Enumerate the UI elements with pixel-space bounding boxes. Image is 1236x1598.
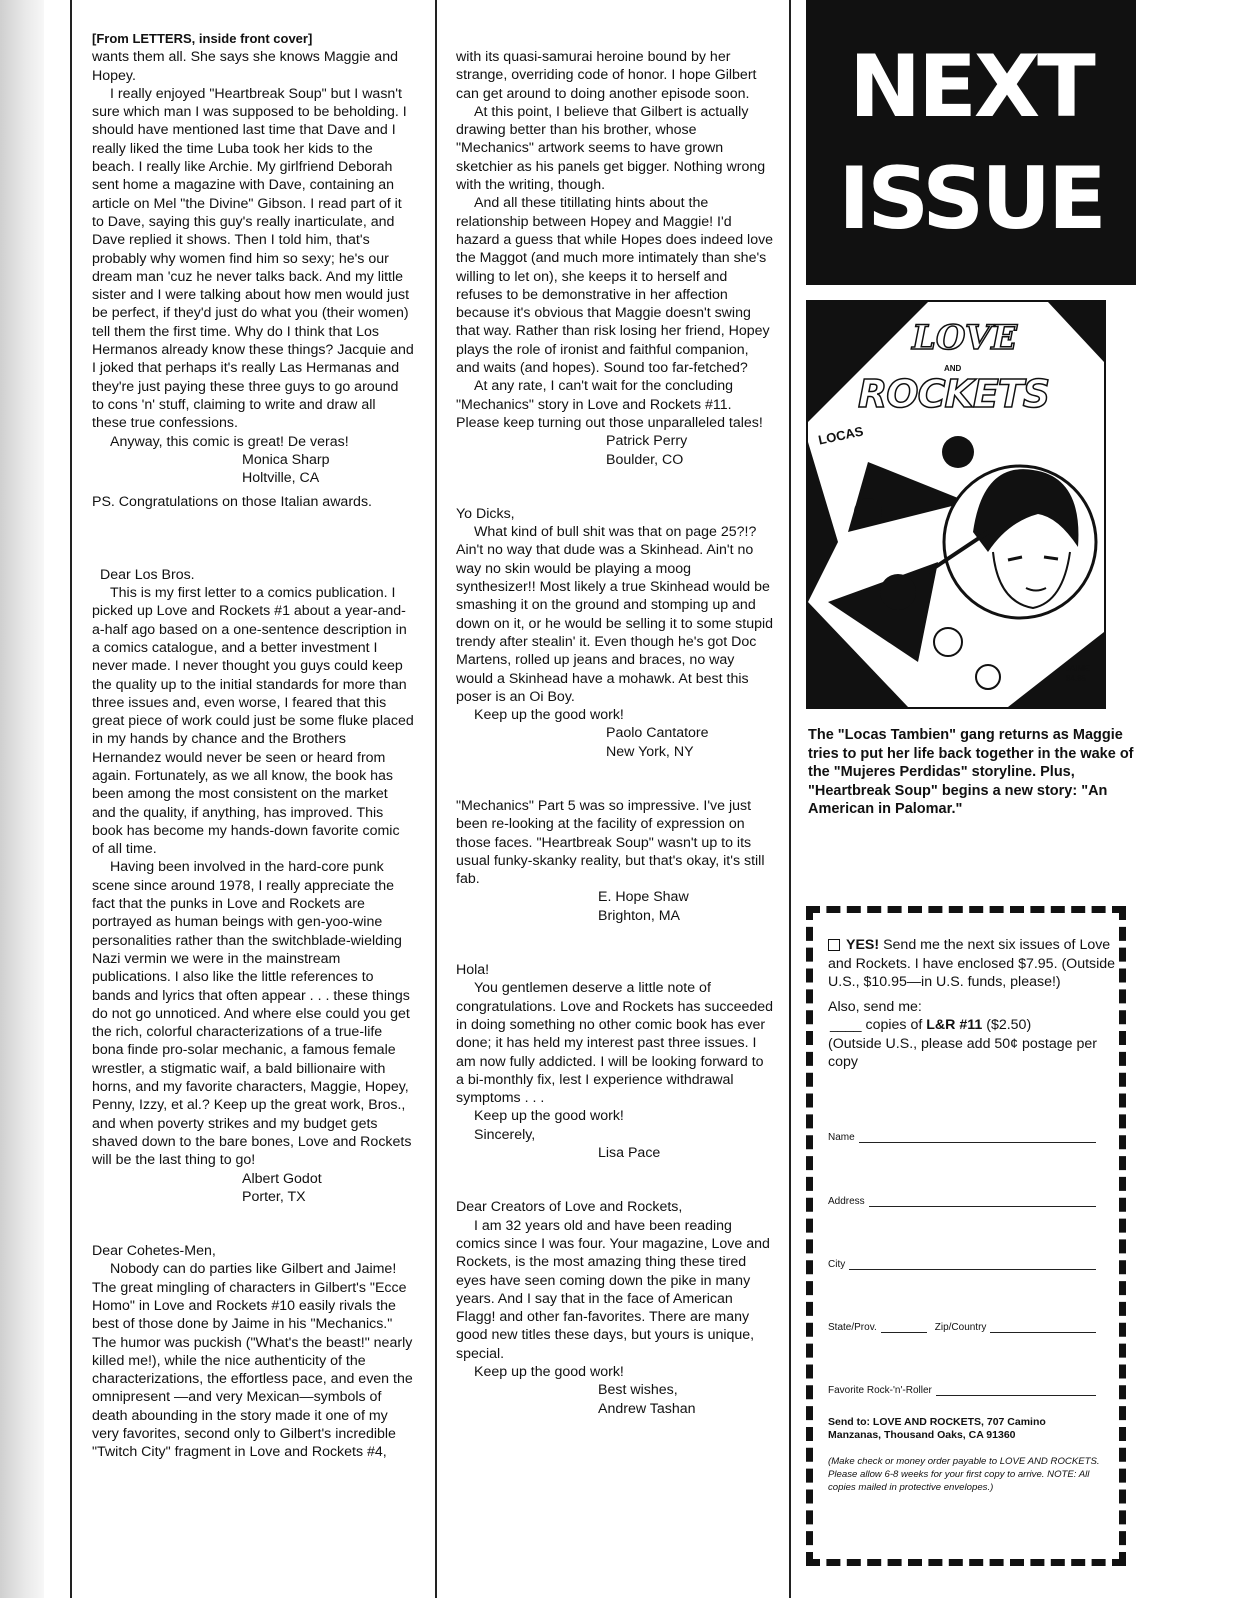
copies-blank[interactable]: ____: [830, 1017, 862, 1033]
zip-label: Zip/Country: [934, 1322, 987, 1333]
signature-name: Lisa Pace: [598, 1145, 661, 1162]
copies-price: ($2.50): [986, 1017, 1032, 1033]
yes-checkbox[interactable]: [828, 939, 840, 951]
signature-place: Porter, TX: [242, 1188, 306, 1205]
also-send: Also, send me:: [828, 998, 922, 1015]
signature-place: Brighton, MA: [598, 907, 681, 924]
column-rule-middle: [435, 0, 437, 1598]
letter-closing: Best wishes,: [598, 1382, 678, 1399]
letter-salutation: Dear Cohetes-Men,: [92, 1243, 216, 1260]
signature-name: E. Hope Shaw: [598, 889, 689, 906]
cover-illustration: [806, 300, 1106, 709]
name-label: Name: [828, 1132, 855, 1143]
letter-salutation: Yo Dicks,: [456, 505, 515, 522]
letter-text: At this point, I believe that Gilbert is actually drawing better than his brother, whose "Mechanics" artwork seems to have grown sketchier as his panels get bigger. Nothing wrong with the writing, though.: [456, 103, 766, 194]
outside-us-note: (Outside U.S., please add 50¢ postage per copy: [828, 1035, 1097, 1070]
letter-salutation: Hola!: [456, 962, 490, 979]
payment-note: (Make check or money order payable to LOVE AND ROCKETS. Please allow 6-8 weeks for your first copy to arrive. NOTE: All copies mailed in protective envelopes.): [828, 1456, 1100, 1493]
letter-text: wants them all. She says she knows Maggie and Hopey.: [92, 49, 398, 84]
coupon-text: [828, 936, 1118, 1072]
cover-artist-signature: JAIME 84.85: [1066, 664, 1090, 683]
letter-text: with its quasi-samurai heroine bound by her strange, overriding code of honor. I hope Gilbert can get around to doing another episode soon.: [456, 49, 757, 102]
column-rule-left: [70, 0, 72, 1598]
name-field[interactable]: [828, 1132, 1096, 1143]
letter-text: This is my first letter to a comics publication. I picked up Love and Rockets #1 about a year-and-a-half ago based on a one-sentence description in a comics catalogue, and a better investment I never made. I never thought you guys could keep the quality up to the initial standards for more than three issues and, even worse, I feared that this great piece of work could just be some fluke placed in my hands by chance and the Brothers Hernandez would never be seen or heard from again. Fortunately, as we all know, the book has been among the most consistent on the market and the quality, if anything, has improved. This book has become my hands-down favorite comic of all time.: [92, 585, 414, 858]
letter-salutation: Dear Los Bros.: [100, 566, 195, 583]
yes-text: Send me the next six issues of Love and Rockets. I have enclosed $7.95. (Outside U.S., $10.95—in U.S. funds, please!): [828, 937, 1116, 990]
next-issue-title-line2: ISSUE: [838, 148, 1104, 249]
cover-art: [808, 302, 1104, 707]
letter-text: Having been involved in the hard-core punk scene since around 1978, I really appreciate the fact that the punks in Love and Rockets are portrayed as human beings with gen-yoo-wine personalities rather than the switchblade-wielding Nazi vermin we were in the mainstream publications. I also like the little references to bands and lyrics that often appear . . . these things do not go unnoticed. And where else could you get the rich, colorful characterizations of a true-life bona finde pro-solar mechanic, a famous female wrestler, a stigmatic waif, a bald billionaire with horns, and my favorite characters, Maggie, Hopey, Penny, Izzy, et al.? Keep up the great work, Bros., and when poverty strikes and my budget gets shaved down to the bare bones, Love and Rockets will be the last thing to go!: [92, 859, 412, 1169]
signature-name: Andrew Tashan: [598, 1400, 696, 1417]
letters-column-2: [456, 48, 774, 1418]
send-to-address: Send to: LOVE AND ROCKETS, 707 Camino Manzanas, Thousand Oaks, CA 91360: [828, 1416, 1046, 1441]
cover-title-and: AND: [944, 364, 962, 373]
yes-label: YES!: [846, 937, 880, 953]
letter-text: You gentlemen deserve a little note of congratulations. Love and Rockets has succeeded in doing something no other comic book has ever done; it has held my interest past three issues. I am now fully addicted. I will be looking forward to a bi-monthly fix, lest I experience withdrawal symptoms . . .: [456, 980, 774, 1107]
letter-text: And all these titillating hints about the relationship between Hopey and Maggie! I'd hazard a guess that while Hopes does indeed love the Maggot (and much more intimately than she's willing to let on), she keeps it to herself and refuses to be demonstrative in her affection because it's obvious that Maggie doesn't swing that way. Rather than risk losing her friend, Hopey plays the role of ironist and faithful companion, and waits (and hopes). Sound too far-fetched?: [456, 195, 774, 377]
copies-text: copies of: [865, 1017, 923, 1033]
letter-text: Nobody can do parties like Gilbert and Jaime! The great mingling of characters in Gilbert's "Ecce Homo" in Love and Rockets #10 easily rivals the best of those done by Jaime in his "Mechanics." The humor was puckish ("What's the beast!" nearly killed me!), while the nice authenticity of the characterizations, the effortless pace, and even the omnipresent —and very Mexican—symbols of death abounding in the story made it one of my very favorites, second only to Gilbert's incredible "Twitch City" fragment in Love and Rockets #4,: [92, 1261, 413, 1461]
address-label: Address: [828, 1196, 865, 1207]
signature-name: Patrick Perry: [606, 433, 688, 450]
city-label: City: [828, 1259, 846, 1270]
column-rule-right: [789, 0, 791, 1598]
letter-text: Keep up the good work!: [474, 1108, 624, 1125]
city-field[interactable]: [828, 1259, 1096, 1270]
signature-place: Boulder, CO: [606, 451, 684, 468]
cover-title-rockets: ROCKETS: [858, 372, 1050, 416]
postscript: PS. Congratulations on those Italian awards.: [92, 494, 372, 511]
favorite-label: Favorite Rock-'n'-Roller: [828, 1385, 932, 1396]
letter-text: Keep up the good work!: [474, 707, 624, 724]
section-header: [From LETTERS, inside front cover]: [92, 31, 313, 46]
letter-text: What kind of bull shit was that on page 25?!? Ain't no way that dude was a Skinhead. Ain't no way no skin would be playing a moog synthesizer!! Most likely a true Skinhead would be smashing it on the ground and stomping up and down on it, or he would be selling it to some stupid trendy after stealin' it. Even though he's got Doc Martens, rolled up jeans and braces, no way would a Skinhead have a mohawk. At best this poser is an Oi Boy.: [456, 524, 774, 705]
page-binding-edge: [0, 0, 44, 1598]
letter-salutation: Dear Creators of Love and Rockets,: [456, 1199, 683, 1216]
signature-name: Paolo Cantatore: [606, 725, 709, 742]
cover-title-love: LOVE: [912, 318, 1018, 358]
letter-text: I am 32 years old and have been reading comics since I was four. Your magazine, Love and Rockets, is the most amazing thing these tired eyes have seen coming down the pike in many years. And I say that in the face of American Flagg! and other fan-favorites. There are many good new titles these days, but yours is unique, special.: [456, 1217, 770, 1362]
signature-place: Holtville, CA: [242, 470, 320, 487]
signature-place: New York, NY: [606, 743, 694, 760]
next-issue-banner: [806, 0, 1136, 285]
state-label: State/Prov.: [828, 1322, 877, 1333]
cover-locas-text: LOCAS: [816, 423, 865, 448]
state-zip-field[interactable]: [828, 1322, 1096, 1333]
letter-text: "Mechanics" Part 5 was so impressive. I've just been re-looking at the facility of expression on those faces. "Heartbreak Soup" wasn't up to its usual funky-skanky reality, but that's okay, it's still fab.: [456, 797, 765, 888]
next-issue-title-line1: NEXT: [849, 36, 1093, 137]
favorite-field[interactable]: [828, 1385, 1096, 1396]
signature-name: Albert Godot: [242, 1170, 322, 1187]
signature-name: Monica Sharp: [242, 451, 330, 468]
letter-text: I really enjoyed "Heartbreak Soup" but I wasn't sure which man I was supposed to be beholding. I should have mentioned last time that Dave and I really liked the time Luba took her kids to the beach. I really like Archie. My girlfriend Deborah sent home a magazine with Dave, containing an article on Mel "the Divine" Gibson. I read part of it to Dave, saying this guy's really inarticulate, and Dave replied it shows. Then I told him, that's probably why women find him so sexy; he's our dream man 'cuz he never talks back. And my little sister and I were talking about how men would just be perfect, if they'd just do what you (their women) tell them the first time. Why do I think that Los Hermanos already know these things? Jacquie and I joked that perhaps it's really Las Hermanas and they're just paying these three guys to go around to cons 'n' stuff, claiming to write and draw all these true confessions.: [92, 85, 414, 432]
letters-column-1: [92, 30, 414, 1462]
address-field[interactable]: [828, 1196, 1096, 1207]
letter-text: Keep up the good work!: [474, 1364, 624, 1380]
copies-issue: L&R #11: [926, 1017, 983, 1033]
letter-text: Sincerely,: [474, 1126, 536, 1143]
letter-text: At any rate, I can't wait for the concluding "Mechanics" story in Love and Rockets #11. Please keep turning out those unparalleled tales!: [456, 378, 763, 431]
next-issue-blurb: The "Locas Tambien" gang returns as Maggie tries to put her life back together in the wake of the "Mujeres Perdidas" storyline. Plus, "Heartbreak Soup" begins a new story: "An American in Palomar.": [808, 727, 1134, 817]
letter-text: Anyway, this comic is great! De veras!: [110, 433, 349, 450]
